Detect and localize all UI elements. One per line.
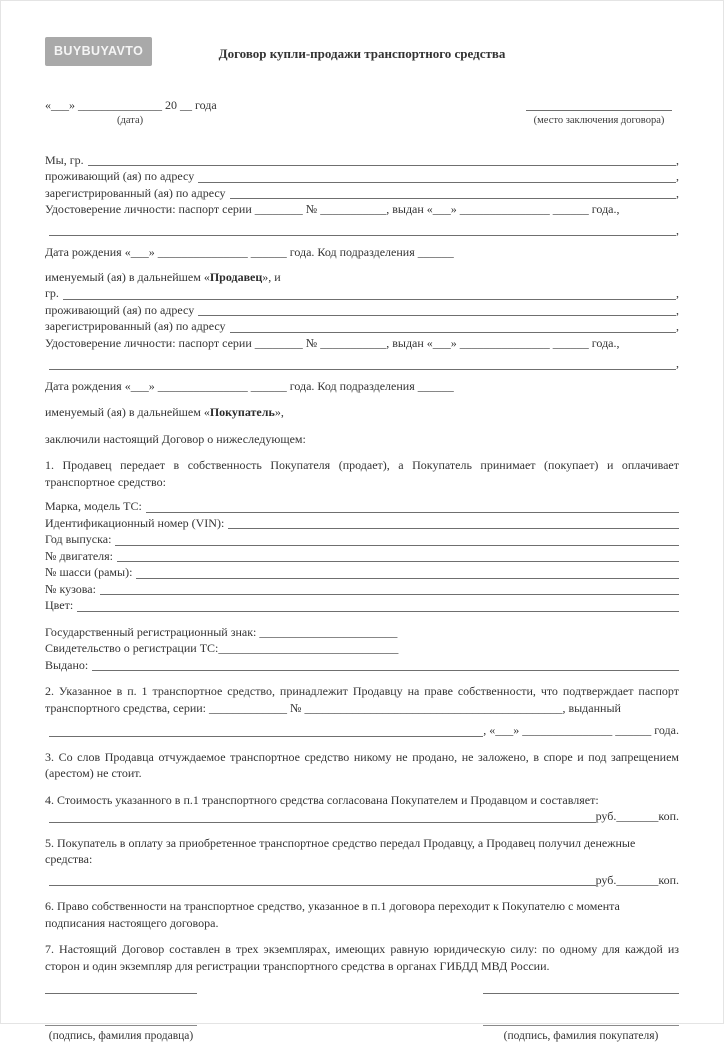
clause-2 <box>45 683 679 739</box>
buyer-registered-row <box>45 318 679 335</box>
vehicle-chassis-row <box>45 564 679 581</box>
vehicle-year-row <box>45 531 679 548</box>
document-header <box>45 37 679 71</box>
seller-passport-issuer-row <box>45 222 679 239</box>
buyer-passport-issuer-row <box>45 355 679 372</box>
seller-issuer-blank <box>45 222 676 239</box>
line-comma: , <box>676 319 679 333</box>
line-comma: , <box>676 185 679 200</box>
vehicle-year-blank <box>111 531 679 548</box>
buyer-address-label: проживающий (ая) по адресу <box>45 302 195 317</box>
seller-named-row <box>45 269 679 286</box>
reg-issued-blank <box>88 657 679 674</box>
buyer-name-label: гр. <box>45 286 59 300</box>
vehicle-vin-blank <box>224 515 679 532</box>
clause-7: 7. Настоящий Договор составлен в трех экземплярах, имеющих равную юридическую силу: по одному для каждой из сторон и один экземпляр для регистрации транспортного средства в органах ГИБДД МВД России. <box>45 942 679 973</box>
vehicle-vin-label: Идентификационный номер (VIN): <box>45 515 225 530</box>
seller-birth-row: Дата рождения «___» _______________ ______ года. Код подразделения ______ <box>45 245 454 259</box>
reg-plate-row: Государственный регистрационный знак: _______________________ <box>45 624 398 639</box>
clause-1: 1. Продавец передает в собственность Покупателя (продает), а Покупатель принимает (покупает) и оплачивает транспортное средство: <box>45 458 679 489</box>
buyer-signature-line-2 <box>483 1024 679 1026</box>
seller-address-row <box>45 168 679 185</box>
buyer-name-row <box>45 285 679 302</box>
clause-3: 3. Со слов Продавца отчуждаемое транспортное средство никому не продано, не заложено, в споре и под запрещением (арестом) не стоит. <box>45 749 679 780</box>
buyer-block <box>45 285 679 394</box>
vehicle-color-label: Цвет: <box>45 598 74 612</box>
date-blank-line: «___» ______________ 20 __ года <box>45 98 217 112</box>
clause-5-rub-kop: руб._______коп. <box>595 872 679 887</box>
buyer-address-blank <box>194 302 676 319</box>
place-block <box>519 97 679 130</box>
clause-4-amount-blank <box>45 808 596 825</box>
vehicle-vin-row <box>45 515 679 532</box>
seller-signature-caption: (подпись, фамилия продавца) <box>48 1030 194 1042</box>
vehicle-make-blank <box>142 498 679 515</box>
seller-registered-label: зарегистрированный (ая) по адресу <box>45 185 226 200</box>
vehicle-details <box>45 498 679 614</box>
clause-4-rub-kop: руб._______коп. <box>595 809 679 823</box>
clause-5-amount-row <box>45 872 679 889</box>
reg-issued-label: Выдано: <box>45 657 89 672</box>
seller-block <box>45 152 679 261</box>
line-comma: , <box>676 222 679 237</box>
vehicle-body-label: № кузова: <box>45 581 96 596</box>
seller-signature-line-1 <box>45 992 197 994</box>
clause-6: 6. Право собственности на транспортное средство, указанное в п.1 договора переходит к Покупателю с момента подписания настоящего договора. <box>45 899 620 930</box>
clause-2-issuer-row <box>45 722 679 739</box>
clause-4-text: 4. Стоимость указанного в п.1 транспортного средства согласована Покупателем и Продавцом и составляет: <box>45 792 599 807</box>
registration-block <box>45 624 679 674</box>
buyer-signature-caption: (подпись, фамилия покупателя) <box>503 1030 659 1042</box>
line-comma: , <box>676 286 679 300</box>
buyer-registered-label: зарегистрированный (ая) по адресу <box>45 319 226 333</box>
vehicle-body-row <box>45 581 679 598</box>
named-prefix: именуемый (ая) в дальнейшем « <box>45 405 210 419</box>
line-comma: , <box>676 356 679 370</box>
vehicle-engine-blank <box>113 548 679 565</box>
line-comma: , <box>676 302 679 317</box>
vehicle-color-blank <box>73 597 679 614</box>
seller-registered-row <box>45 185 679 202</box>
vehicle-color-row <box>45 597 679 614</box>
clause-5 <box>45 835 679 889</box>
buyer-birth-row: Дата рождения «___» _______________ ______ года. Код подразделения ______ <box>45 378 454 393</box>
clause-2-line2: транспортного средства, серии: _____________ № ___________________________________________, выданный <box>45 700 621 715</box>
clause-2-line1: 2. Указанное в п. 1 транспортное средство, принадлежит Продавцу на праве собственности, что подтверждает паспорт <box>45 684 679 698</box>
seller-passport-row: Удостоверение личности: паспорт серии ________ № ___________, выдан «___» _______________ ______ года., <box>45 202 620 216</box>
vehicle-chassis-label: № шасси (рамы): <box>45 565 133 579</box>
date-caption: (дата) <box>117 114 144 126</box>
reg-issued-row <box>45 657 679 674</box>
buyer-name-blank <box>59 285 676 302</box>
vehicle-year-label: Год выпуска: <box>45 532 112 546</box>
seller-name-row <box>45 152 679 169</box>
buyer-address-row <box>45 302 679 319</box>
vehicle-engine-row <box>45 548 679 565</box>
named-prefix: именуемый (ая) в дальнейшем « <box>45 269 210 284</box>
named-suffix: », <box>274 405 284 419</box>
vehicle-engine-label: № двигателя: <box>45 548 113 563</box>
buyer-term: Покупатель <box>209 405 275 419</box>
vehicle-body-blank <box>96 581 679 598</box>
signature-section <box>45 992 679 1045</box>
line-comma: , <box>676 152 679 167</box>
date-place-row <box>45 97 679 130</box>
buyer-passport-row: Удостоверение личности: паспорт серии ________ № ___________, выдан «___» _______________ ______ года., <box>45 335 620 350</box>
vehicle-make-row <box>45 498 679 515</box>
document-title: Договор купли-продажи транспортного средства <box>218 46 506 61</box>
clause-5-amount-blank <box>45 872 596 889</box>
clause-5-text: 5. Покупатель в оплату за приобретенное транспортное средство передал Продавцу, а Продавец получил денежные средства: <box>45 835 636 866</box>
clause-4 <box>45 792 679 825</box>
buyer-registered-blank <box>226 318 676 335</box>
vehicle-make-label: Марка, модель ТС: <box>45 499 142 513</box>
seller-address-blank <box>194 168 676 185</box>
date-block <box>45 97 217 130</box>
named-suffix: », и <box>262 269 281 284</box>
reg-cert-row: Свидетельство о регистрации ТС:______________________________ <box>45 641 399 655</box>
seller-address-label: проживающий (ая) по адресу <box>45 169 195 183</box>
clause-4-amount-row <box>45 808 679 825</box>
buyer-named-row <box>45 404 679 421</box>
seller-term: Продавец <box>209 269 263 284</box>
seller-signature-block <box>45 992 197 1045</box>
buyer-issuer-blank <box>45 355 676 372</box>
clause-2-date-suffix: , «___» _______________ ______ года. <box>483 723 679 737</box>
buyer-signature-line-1 <box>483 992 679 994</box>
place-blank-line <box>526 97 672 111</box>
seller-name-label: Мы, гр. <box>45 152 84 167</box>
buyer-signature-block <box>483 992 679 1045</box>
vehicle-chassis-blank <box>132 564 679 581</box>
line-comma: , <box>676 169 679 183</box>
preamble: заключили настоящий Договор о нижеследующем: <box>45 431 306 446</box>
seller-name-blank <box>84 152 676 169</box>
seller-registered-blank <box>226 185 676 202</box>
buybuyavto-logo: BUYBUYAVTO <box>45 37 152 66</box>
place-caption: (место заключения договора) <box>533 115 665 126</box>
clause-2-issuer-blank <box>45 722 483 739</box>
seller-signature-line-2 <box>45 1024 197 1026</box>
